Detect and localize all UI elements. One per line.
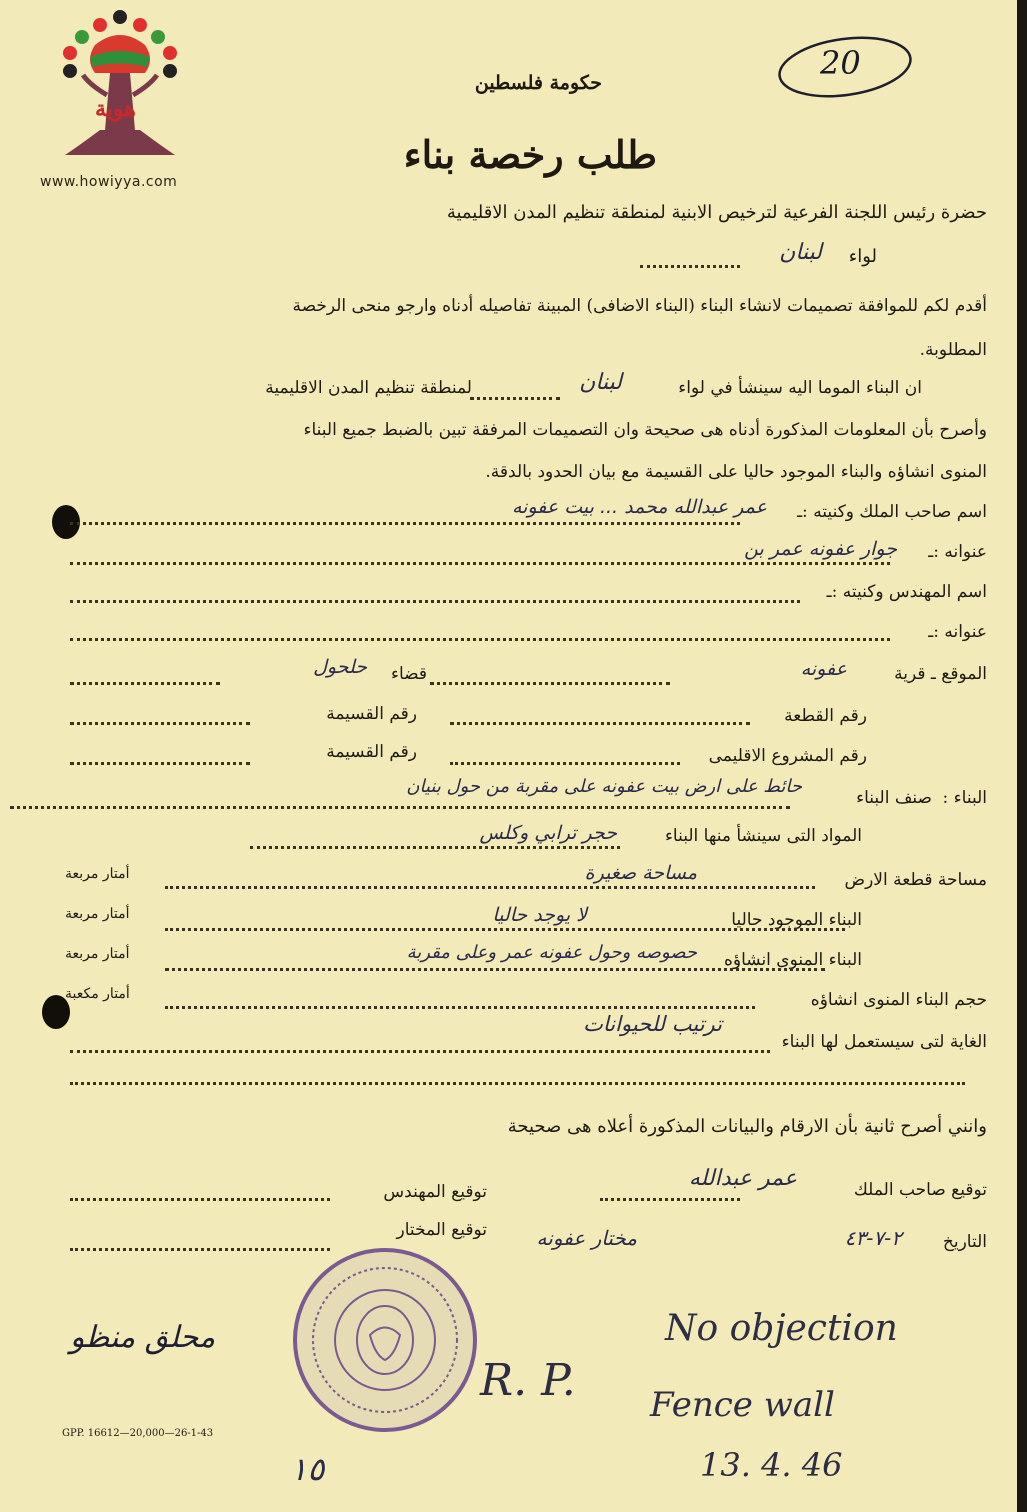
existing-dots <box>165 928 845 931</box>
building-line-b: لمنطقة تنظيم المدن الاقليمية <box>265 378 472 398</box>
proposed-value: حصوصه وحول عفونه عمر وعلى مقربة <box>406 942 697 963</box>
regional-project-label: رقم المشروع الاقليمى <box>708 746 867 766</box>
purpose-label: الغاية لتى سيستعمل لها البناء <box>781 1032 987 1052</box>
building-type-label: صنف البناء <box>856 788 932 808</box>
engineer-signature-label: توقيع المهندس <box>383 1182 487 1202</box>
district-dots <box>640 265 740 268</box>
mukhtar-signature-label: توقيع المختار <box>396 1220 487 1240</box>
declaration-line-2: المنوى انشاؤه والبناء الموجود حاليا على القسيمة مع بيان الحدود بالدقة. <box>485 462 987 482</box>
owner-signature-dots <box>600 1198 740 1201</box>
plot-number-dots <box>450 722 750 725</box>
volume-label: حجم البناء المنوى انشاؤه <box>810 990 987 1010</box>
owner-dots <box>70 522 740 525</box>
district-label: لواء <box>848 246 877 267</box>
english-note-line-2: Fence wall <box>650 1385 835 1425</box>
bottom-left-number: ١٥ <box>290 1450 325 1488</box>
engineer-address-label: عنوانه :ـ <box>928 622 987 642</box>
building-type-dots <box>10 806 790 809</box>
engineer-label: اسم المهندس وكنيته :ـ <box>826 582 987 602</box>
owner-address-label: عنوانه :ـ <box>928 542 987 562</box>
engineer-address-dots <box>70 638 890 641</box>
engineer-dots <box>70 600 800 603</box>
paragraph-1: أقدم لكم للموافقة تصميمات لانشاء البناء (البناء الاضافى) المبينة تفاصيله أدناه وارجو منحى الرخصة <box>292 296 987 316</box>
owner-address-value: جوار عفونه عمر بن <box>744 538 897 560</box>
scan-edge <box>1017 0 1027 1512</box>
extra-line-dots <box>70 1082 965 1085</box>
page-number: 20 <box>820 44 861 82</box>
building-type-value: حائط على ارض بيت عفونه على مقربة من حول بنيان <box>406 776 802 797</box>
building-line-a: ان البناء الموما اليه سينشأ في لواء <box>678 378 922 398</box>
mukhtar-signature-value: مختار عفونه <box>536 1226 637 1250</box>
owner-address-dots <box>70 562 890 565</box>
regional-project-dots <box>450 762 680 765</box>
district2-value: حلحول <box>313 656 367 678</box>
location-dots <box>430 682 670 685</box>
bottom-arabic-signature: محلق منظو <box>70 1320 216 1355</box>
printer-line: GPP. 16612—20,000—26-1-43 <box>62 1428 214 1439</box>
location-label: الموقع ـ قرية <box>894 664 987 684</box>
proposed-label: البناء المنوى انشاؤه <box>723 950 862 970</box>
owner-signature-value: عمر عبدالله <box>688 1166 797 1191</box>
purpose-value: ترتيب للحيوانات <box>583 1012 722 1036</box>
owner-signature-label: توقيع صاحب الملك <box>853 1180 987 1200</box>
paragraph-1-end: المطلوبة. <box>919 340 987 360</box>
english-note-line-1: No objection <box>665 1308 898 1349</box>
land-area-dots <box>165 886 815 889</box>
date-value: ٢-٧-٤٣ <box>844 1226 902 1250</box>
owner-value: عمر عبدالله محمد ... بيت عفونه <box>511 496 767 518</box>
existing-value: لا يوجد حاليا <box>492 904 587 926</box>
parcel-number-dots <box>70 722 250 725</box>
page-title: طلب رخصة بناء <box>403 132 657 177</box>
proposed-unit: أمتار مربعة <box>65 946 130 962</box>
volume-dots <box>165 1006 755 1009</box>
official-stamp-icon <box>285 1240 485 1440</box>
land-area-value: مساحة صغيرة <box>584 862 697 884</box>
howiyya-logo-icon <box>55 5 185 175</box>
materials-dots <box>250 846 620 849</box>
existing-label: البناء الموجود حاليا <box>731 910 862 930</box>
land-area-label: مساحة قطعة الارض <box>844 870 987 890</box>
final-declaration: وانني أصرح ثانية بأن الارقام والبيانات المذكورة أعلاه هى صحيحة <box>507 1116 987 1137</box>
watermark-brand: هوية <box>95 96 136 122</box>
existing-unit: أمتار مربعة <box>65 906 130 922</box>
district2-label: قضاء <box>390 664 427 684</box>
english-note-date: 13. 4. 46 <box>700 1446 843 1484</box>
purpose-dots <box>70 1050 770 1053</box>
building-line-value: لبنان <box>579 370 622 395</box>
plot-number-label: رقم القطعة <box>784 706 867 726</box>
date-label: التاريخ <box>942 1232 987 1252</box>
location-value: عفونه <box>800 658 847 680</box>
building-label: البناء : <box>942 788 987 808</box>
declaration-line-1: وأصرح بأن المعلومات المذكورة أدناه هى صحيحة وان التصميمات المرفقة تبين بالضبط جميع البناء <box>303 420 987 440</box>
volume-unit: أمتار مكعبة <box>65 986 130 1002</box>
materials-value: حجر ترابي وكلس <box>479 822 617 844</box>
district2-dots <box>70 682 220 685</box>
district-value: لبنان <box>779 240 822 265</box>
watermark-site: www.howiyya.com <box>40 174 178 190</box>
initials: R. P. <box>480 1355 576 1406</box>
government-heading: حكومة فلسطين <box>474 72 602 94</box>
parcel-number-dots-2 <box>70 762 250 765</box>
engineer-signature-dots <box>70 1198 330 1201</box>
building-line-dots <box>470 397 560 400</box>
owner-label: اسم صاحب الملك وكنيته :ـ <box>797 502 987 522</box>
parcel-number-label-2: رقم القسيمة <box>326 742 417 762</box>
land-area-unit: أمتار مربعة <box>65 866 130 882</box>
proposed-dots <box>165 968 825 971</box>
materials-label: المواد التى سينشأ منها البناء <box>664 826 862 846</box>
parcel-number-label: رقم القسيمة <box>326 704 417 724</box>
address-line: حضرة رئيس اللجنة الفرعية لترخيص الابنية لمنطقة تنظيم المدن الاقليمية <box>446 202 987 223</box>
